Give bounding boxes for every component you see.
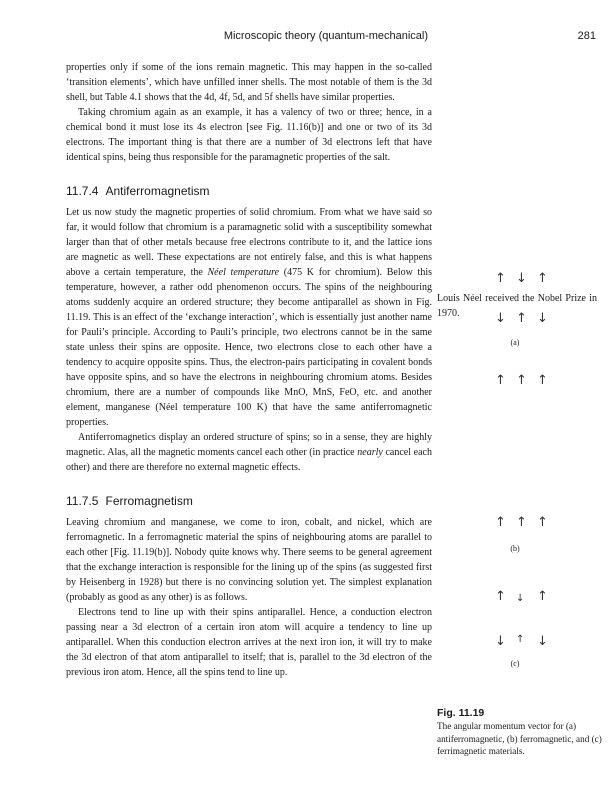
- spin-down-short-arrow-icon: [516, 594, 524, 604]
- paragraph-neel-temperature: [66, 205, 432, 430]
- paragraph-ferromagnetic-metals: Leaving chromium and manganese, we come to iron, cobalt, and nickel, which are ferromagnetic. In a ferromagnetic material the spins of neighbouring atoms are parallel to each other [Fig. 11.19(b)]. Nobody quite knows why. There seems to be general agreement that the exchange interaction is responsible for the lining up of the spins (as suggested first by Heisenberg in 1928) but there is no convincing solution yet. The simplest explanation (probably as good as any other) is as follows.: [66, 517, 432, 603]
- spin-row-b-lower: [495, 516, 555, 536]
- spin-up-arrow-icon: [537, 374, 545, 387]
- spin-up-arrow-icon: [495, 516, 503, 529]
- spin-up-arrow-icon: [516, 312, 524, 325]
- section-title: Antiferromagnetism: [105, 184, 210, 198]
- spin-down-arrow-icon: [495, 635, 503, 648]
- spin-up-arrow-icon: [537, 516, 545, 529]
- spin-down-arrow-icon: [516, 272, 524, 285]
- spin-row-b-top: [495, 374, 555, 394]
- figure-caption-text: The angular momentum vector for (a) antiferromagnetic, (b) ferromagnetic, and (c) ferrimagnetic materials.: [437, 721, 602, 756]
- section-number: 11.7.5: [66, 494, 99, 508]
- section-title: Ferromagnetism: [105, 494, 193, 508]
- spin-up-arrow-icon: [516, 374, 524, 387]
- spin-up-short-arrow-icon: [516, 635, 524, 645]
- main-text-column: [66, 60, 432, 680]
- paragraph-chromium-valency: Taking chromium again as an example, it has a valency of two or three; hence, in a chemical bond it must lose its 4s electron [see Fig. 11.16(b)] and one or two of its 3d electrons. The important thing is that there are a number of 3d electrons left that have identical spins, being thus responsible for the paramagnetic properties of the salt.: [66, 107, 432, 163]
- spin-up-arrow-icon: [495, 590, 503, 603]
- section-heading-ferromagnetism: [66, 493, 432, 509]
- figure-caption: [437, 706, 602, 758]
- text-run: Let us now study the magnetic properties of solid chromium. From what we have said so far, it would follow that chromium is a paramagnetic solid with a susceptibility somewhat larger than that of other metals because free electrons contribute to it, and the lattice ions are magnetic as well. These expectations are not entirely false, and this is what happens above a certain temperature, the: [66, 207, 432, 278]
- subfigure-label-a: (a): [510, 338, 520, 347]
- margin-note-neel: Louis Néel received the Nobel Prize in 1970.: [437, 293, 597, 319]
- emphasis-neel-temperature: Néel temperature: [207, 267, 280, 278]
- paragraph-antiferromagnetics: [66, 430, 432, 475]
- subfigure-label-b: (b): [510, 544, 520, 553]
- spin-up-arrow-icon: [495, 374, 503, 387]
- spin-up-arrow-icon: [516, 516, 524, 529]
- spin-row-a-bottom: [495, 312, 555, 332]
- section-number: 11.7.4: [66, 184, 99, 198]
- text-run: Antiferromagnetics display an ordered structure of spins; so in a sense, they are highly magnetic. Alas, all the magnetic moments cancel each other (in practice: [66, 432, 432, 458]
- running-header: [0, 30, 615, 46]
- spin-up-arrow-icon: [537, 590, 545, 603]
- spin-row-c-top: [495, 590, 555, 610]
- emphasis-nearly: nearly: [357, 447, 383, 458]
- spin-down-arrow-icon: [537, 635, 545, 648]
- section-heading-antiferromagnetism: [66, 183, 432, 199]
- spin-down-arrow-icon: [495, 312, 503, 325]
- text-run: cancel each other) and there are therefore no external magnetic effects.: [66, 447, 432, 473]
- spin-up-arrow-icon: [495, 272, 503, 285]
- paragraph-conduction-electrons: Electrons tend to line up with their spins antiparallel. Hence, a conduction electron passing near a 3d electron of a certain iron atom will acquire a tendency to line up antiparallel. When this conduction electron arrives at the next iron ion, it will try to make the 3d electron of that atom antiparallel to itself; that is, parallel to the 3d electron of the previous iron atom. Hence, all the spins tend to line up.: [66, 607, 432, 678]
- text-run: (475 K for chromium). Below this temperature, however, a rather odd phenomenon occurs. The spins of the neighbouring atoms suddenly acquire an ordered structure; they become antiparallel as shown in Fig. 11.19. This is an effect of the ‘exchange interaction’, which is essentially just another name for Pauli’s principle. According to Pauli’s principle, two electrons cannot be in the same state unless their spins are opposite. Hence, two electrons close to each other have a tendency to acquire opposite spins. Thus, the electron-pairs participating in covalent bonds have opposite spins, and so have the electrons in neighbouring chromium atoms. Besides chromium, there are a number of compounds like MnO, MnS, FeO, etc. and another element, manganese (Néel temperature 100 K) that have the same antiferromagnetic properties.: [66, 267, 432, 428]
- subfigure-label-c: (c): [510, 659, 520, 668]
- spin-row-a-top: [495, 272, 555, 292]
- spin-down-arrow-icon: [537, 312, 545, 325]
- figure-label: Fig. 11.19: [437, 707, 485, 719]
- page-number: 281: [577, 30, 596, 42]
- running-title: Microscopic theory (quantum-mechanical): [223, 30, 428, 42]
- spin-row-c-bottom: [495, 635, 555, 655]
- spin-up-arrow-icon: [537, 272, 545, 285]
- paragraph-transition-elements: properties only if some of the ions remain magnetic. This may happen in the so-called ‘transition elements’, which have unfilled inner shells. The most notable of them is the 3d shell, but Table 4.1 shows that the 4d, 4f, 5d, and 5f shells have similar properties.: [66, 62, 432, 103]
